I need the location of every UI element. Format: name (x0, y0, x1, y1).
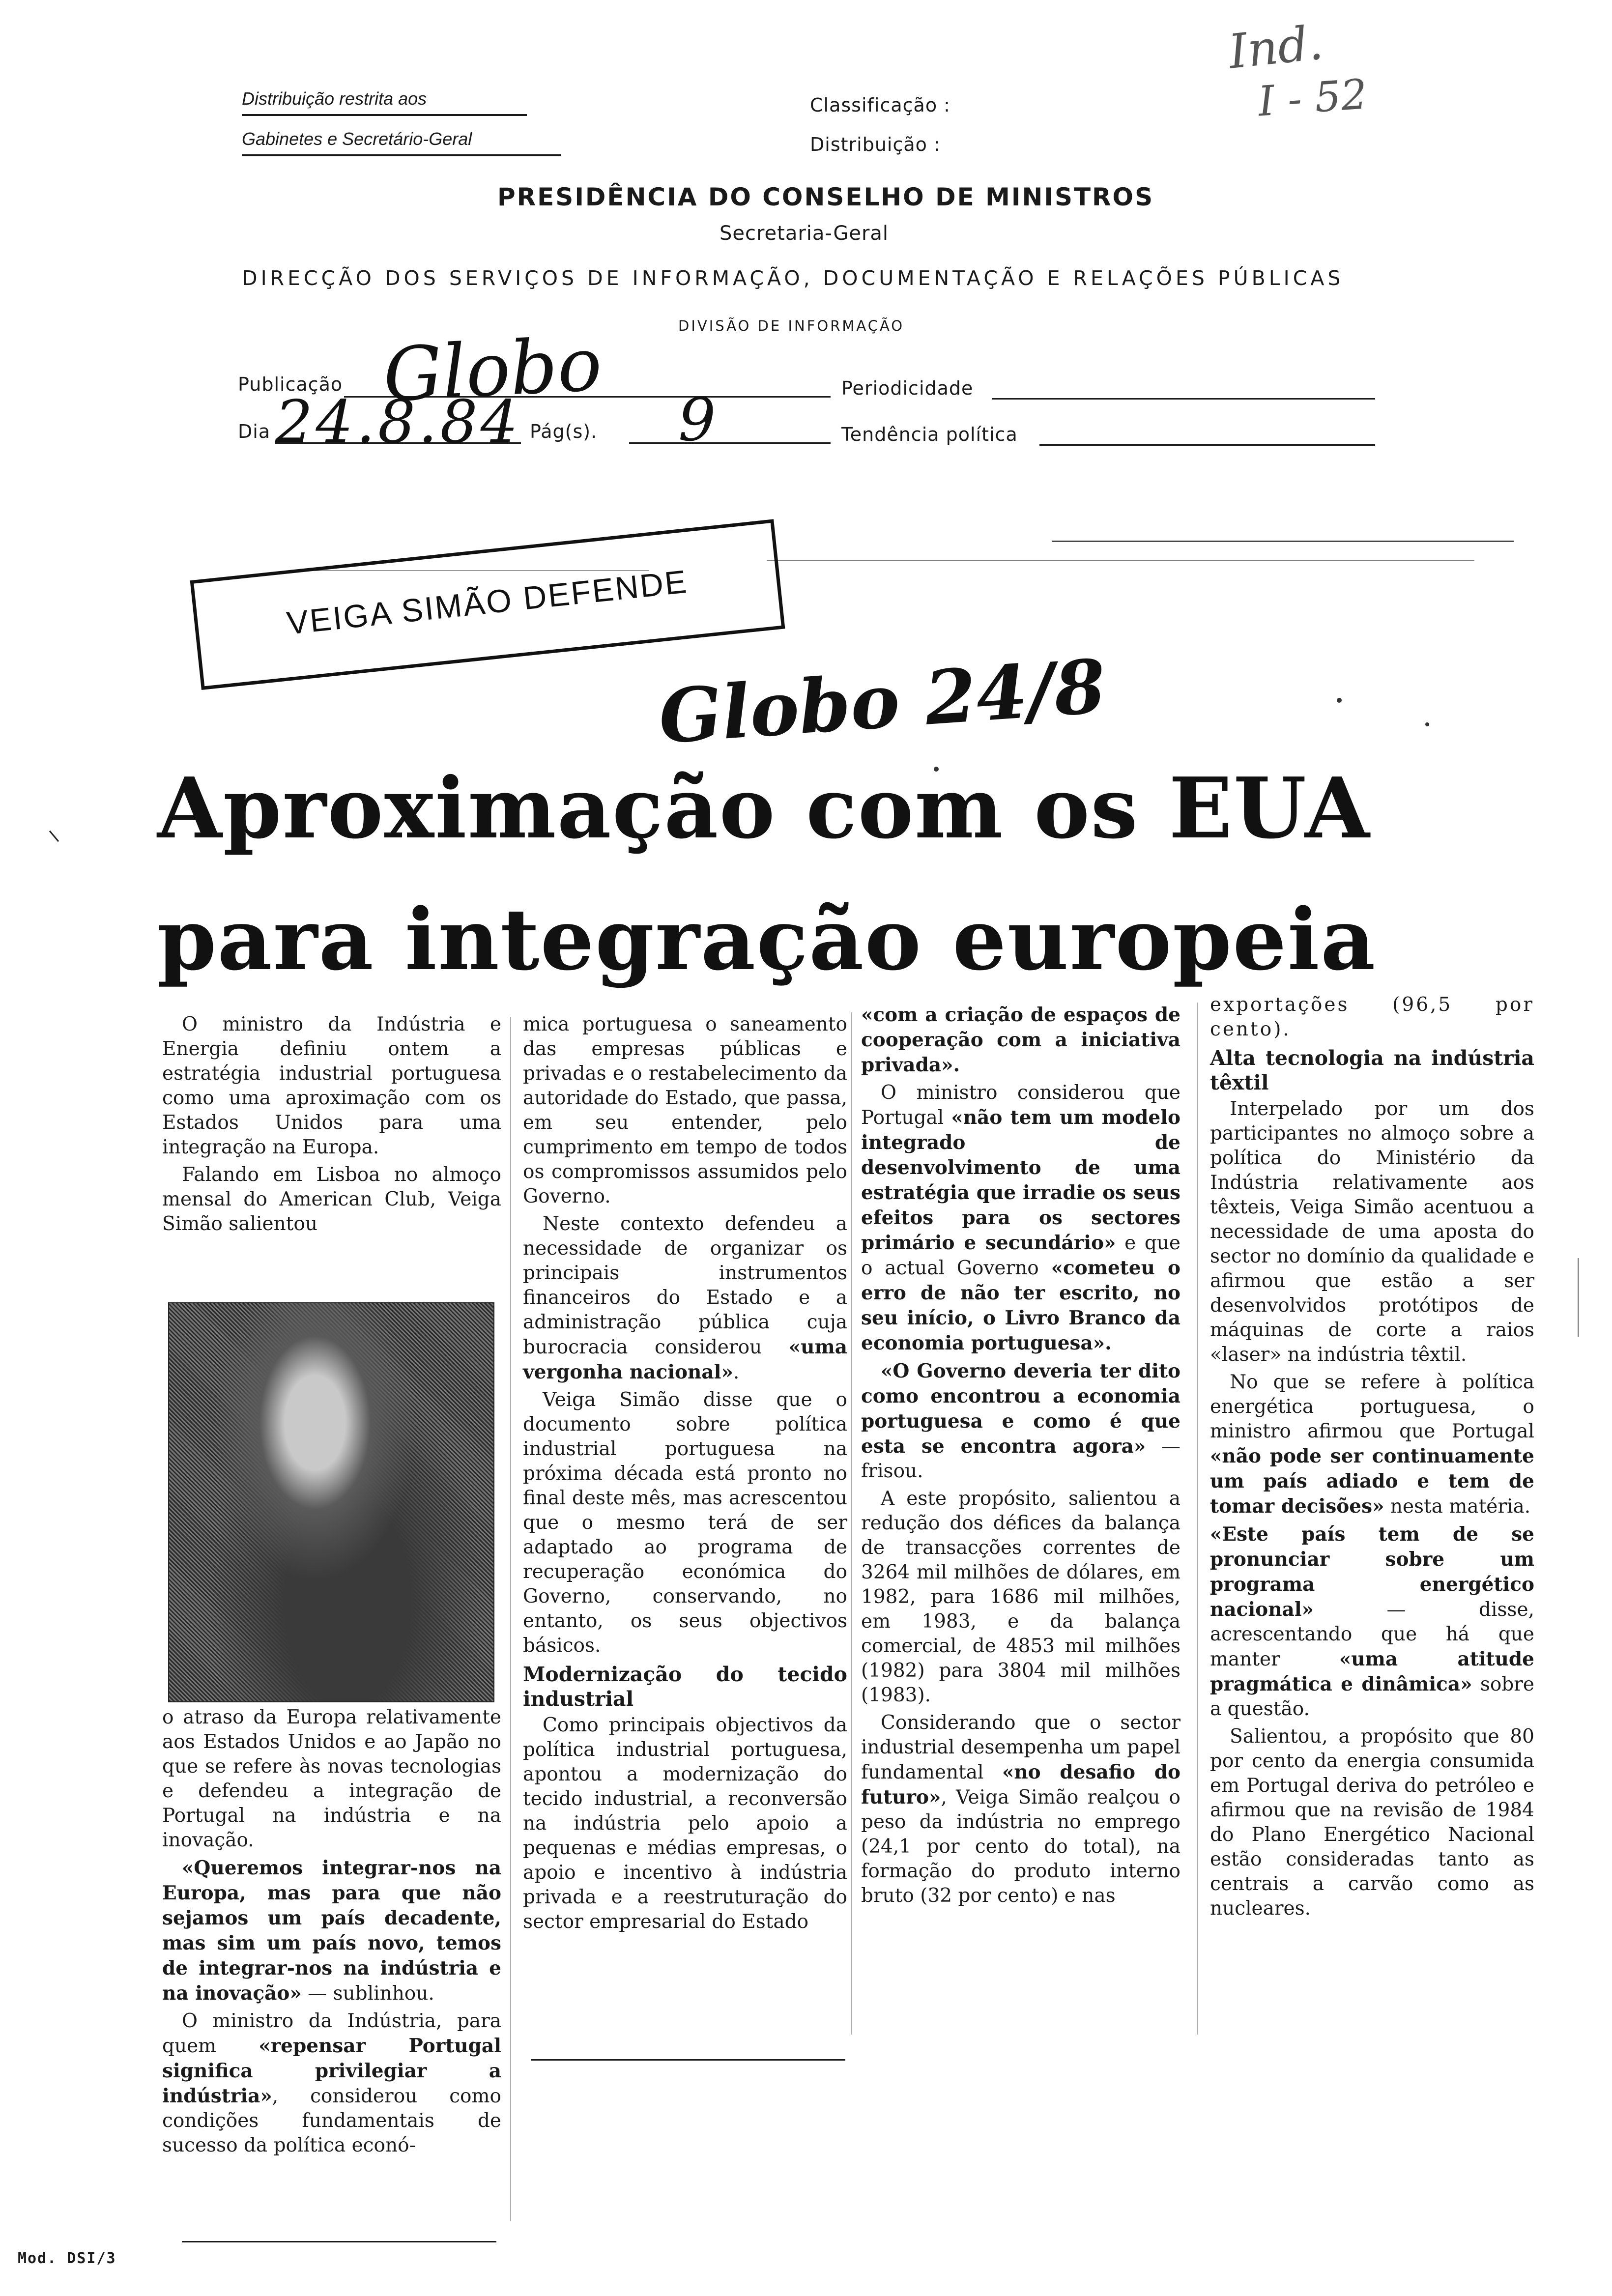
headline-line2: para integração europeia (157, 890, 1377, 989)
col3-quote: «com a criação de espaços de cooperação com a iniciativa privada». (861, 1004, 1180, 1076)
ink-speck (1425, 722, 1429, 726)
col2-paragraph: Como principais objectivos da política industrial portuguesa, apontou a modernização do tecido industrial, a reconversão na indústria pelo apoio a pequenas e médias empresas, o apoio e incentivo à indústria privada e a reestruturação do sector empresarial do Estado (523, 1714, 847, 1933)
col4-quote: «não pode ser continuamente um país adiado e tem de tomar decisões» (1210, 1445, 1534, 1518)
col1-text: , considerou como condições fundamentais de sucesso da política econó- (162, 2085, 501, 2156)
division-title: DIVISÃO DE INFORMAÇÃO (678, 317, 905, 334)
title-stamp (190, 519, 785, 690)
column-divider (1197, 1003, 1198, 2035)
pags-label: Pág(s). (530, 421, 598, 442)
publicacao-handwritten[interactable]: Globo (381, 321, 604, 419)
restricted-distribution-line1: Distribuição restrita aos (242, 88, 427, 109)
col1-quote: «Queremos integrar-nos na Europa, mas para que não sejamos um país decadente, mas sim um país novo, temos de integrar-nos na indústria e na inovação» (162, 1857, 501, 2005)
column-1-end-rule (182, 2241, 496, 2242)
corner-note-line2: I - 52 (1256, 70, 1369, 126)
presidency-title: PRESIDÊNCIA DO CONSELHO DE MINISTROS (497, 183, 1154, 211)
col1-quote: «repensar Portugal significa privilegiar a indústria» (162, 2035, 502, 2107)
col3-text: — frisou. (861, 1435, 1180, 1482)
col3-text: e que o actual Governo (861, 1232, 1180, 1279)
article-column-1-continued (162, 1705, 501, 2161)
column-divider (851, 1012, 852, 2035)
dia-label: Dia (238, 421, 271, 442)
tendencia-label: Tendência política (841, 424, 1018, 445)
article-column-1 (162, 1012, 501, 1239)
col1-paragraph: Falando em Lisboa no almoço mensal do American Club, Veiga Simão salientou (162, 1164, 501, 1235)
col4-subheading: Alta tecnologia na indústria têxtil (1210, 1046, 1534, 1094)
column-2-end-rule (531, 2059, 845, 2061)
ink-speck (1337, 698, 1342, 703)
col4-paragraph: exportações (96,5 por cento). (1210, 994, 1534, 1040)
margin-mark (1578, 1258, 1579, 1337)
handwritten-signature: Globo 24/8 (656, 643, 1109, 761)
periodicidade-label: Periodicidade (841, 377, 974, 399)
col3-paragraph: A este propósito, salientou a redução dos défices da balança de transacções correntes de 3264 mil milhões de dólares, em 1982, para 1686 mil milhões, em 1983, e da balança comercial, de 4853 mil milhões (1982) para 3804 mil milhões (1983). (861, 1488, 1180, 1706)
veiga-simao-photo (168, 1302, 494, 1702)
tendencia-line (1039, 444, 1375, 446)
corner-note-line1: Ind. (1226, 15, 1326, 80)
classificacao-label: Classificação : (810, 94, 950, 116)
col1-quote-tail: — sublinhou. (301, 1982, 434, 2005)
col3-quote: «cometeu o erro de não ter escrito, no seu início, o Livro Branco da economia portuguesa». (861, 1257, 1180, 1354)
col3-text: O ministro considerou que Portugal (861, 1082, 1180, 1129)
col1-paragraph: O ministro da Indústria e Energia definiu ontem a estratégia industrial portuguesa como uma aproximação com os Estados Unidos para uma integração na Europa. (162, 1013, 501, 1158)
col4-text: — disse, acrescentando que há que manter (1210, 1599, 1534, 1670)
col2-text: Neste contexto defendeu a necessidade de organizar os principais instrumentos financeiros do Estado e a administração pública cuja burocracia considerou (523, 1213, 847, 1358)
col2-paragraph: mica portuguesa o saneamento das empresas públicas e privadas e o restabelecimento da autoridade do Estado, que passa, em seu entender, pelo cumprimento em tempo de todos os compromissos assumidos pelo Governo. (523, 1013, 847, 1207)
form-code: Mod. DSI/3 (18, 2250, 116, 2267)
margin-mark (49, 831, 59, 842)
col4-quote: «Este país tem de se pronunciar sobre um programa energético nacional» (1210, 1523, 1534, 1621)
pags-line (629, 442, 831, 444)
headline-line1: Aproximação com os EUA (157, 759, 1371, 858)
col3-quote: «não tem um modelo integrado de desenvolvimento de uma estratégia que irradie os seus efeitos para os sectores primário e secundário» (861, 1106, 1180, 1254)
column-divider (510, 1017, 511, 2221)
col3-text: , Veiga Simão realçou o peso da indústria no emprego (24,1 por cento do total), na formação do produto interno bruto (32 por cento) e nas (861, 1786, 1180, 1907)
col4-quote: «uma atitude pragmática e dinâmica» (1210, 1648, 1534, 1695)
col4-text: No que se refere à política energética portuguesa, o ministro afirmou que Portugal (1210, 1371, 1534, 1442)
col3-quote: «O Governo deveria ter dito como encontrou a economia portuguesa e como é que esta se encontra agora» (861, 1360, 1180, 1458)
col2-subheading: Modernização do tecido industrial (523, 1663, 847, 1711)
separator-line-1 (1052, 541, 1514, 542)
col4-paragraph: Salientou, a propósito que 80 por cento da energia consumida em Portugal deriva do petróleo e afirmou que na revisão de 1984 do Plano Energético Nacional estão consideradas tanto as centrais a carvão como as nucleares. (1210, 1725, 1534, 1920)
col4-text: sobre a questão. (1210, 1673, 1534, 1720)
col3-quote: «no desafio do futuro» (861, 1761, 1180, 1808)
col1-paragraph: o atraso da Europa relativamente aos Estados Unidos e ao Japão no que se refere às novas tecnologias e defendeu a integração de Portugal na indústria e na inovação. (162, 1706, 501, 1851)
article-column-2 (523, 1012, 847, 1937)
restricted-underline-2 (242, 154, 561, 156)
direction-title: DIRECÇÃO DOS SERVIÇOS DE INFORMAÇÃO, DOCUMENTAÇÃO E RELAÇÕES PÚBLICAS (242, 266, 1344, 290)
col4-paragraph: Interpelado por um dos participantes no almoço sobre a política do Ministério da Indústria relativamente aos têxteis, Veiga Simão acentuou a necessidade de uma aposta do sector no domínio da qualidade e afirmou que estão a ser desenvolvidos protótipos de máquinas de corte a raios «laser» na indústria têxtil. (1210, 1098, 1534, 1366)
col1-text: O ministro da Indústria, para quem (162, 2010, 501, 2057)
secretariat-title: Secretaria-Geral (720, 222, 889, 245)
article-column-3 (861, 1003, 1180, 1911)
restricted-distribution-line2: Gabinetes e Secretário-Geral (242, 129, 472, 149)
separator-line-2 (767, 560, 1474, 561)
pags-handwritten[interactable]: 9 (678, 386, 716, 455)
col3-text: Considerando que o sector industrial desempenha um papel fundamental (861, 1712, 1180, 1783)
publicacao-label: Publicação (238, 373, 343, 395)
dia-handwritten[interactable]: 24.8.84 (275, 388, 521, 457)
col4-text: nesta matéria. (1384, 1495, 1531, 1518)
col2-text: . (733, 1361, 740, 1383)
col2-quote: «uma vergonha nacional» (523, 1336, 847, 1383)
title-stamp-text: VEIGA SIMÃO DEFENDE (285, 563, 690, 641)
restricted-underline-1 (242, 114, 527, 116)
col2-paragraph: Veiga Simão disse que o documento sobre política industrial portuguesa na próxima década está pronto no final deste mês, mas acrescentou que o mesmo terá de ser adaptado ao programa de recuperação económica do Governo, conservando, no entanto, os seus objectivos básicos. (523, 1389, 847, 1657)
distribuicao-label: Distribuição : (810, 134, 941, 155)
periodicidade-line (992, 398, 1375, 400)
article-column-4 (1210, 993, 1534, 1924)
